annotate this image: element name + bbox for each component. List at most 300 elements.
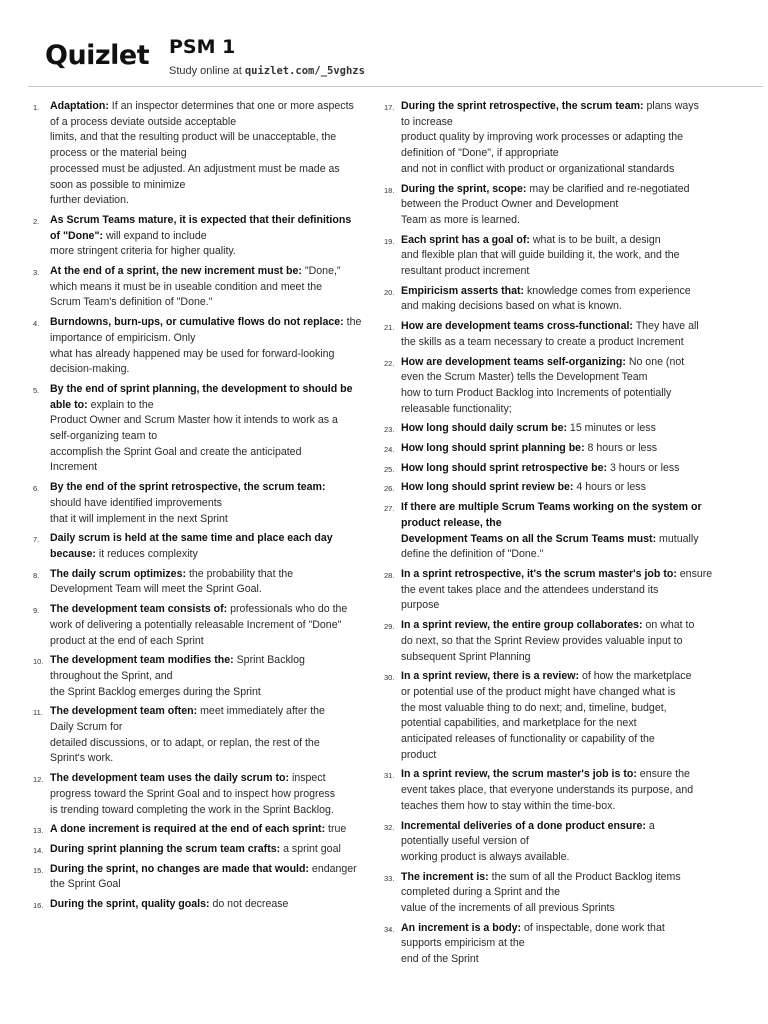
definition-text: it reduces complexity: [95, 547, 198, 560]
item-number: 16.: [33, 901, 44, 911]
item-line: [50, 803, 371, 819]
flashcard-item: [33, 99, 371, 209]
flashcard-item: [384, 567, 724, 614]
item-line: [401, 182, 724, 198]
definition-text: potentially useful version of: [401, 835, 529, 848]
item-line: [50, 331, 371, 347]
flashcard-item: [33, 213, 371, 260]
item-line: [401, 618, 724, 634]
item-number: 33.: [384, 873, 395, 883]
flashcard-item: [384, 233, 724, 280]
definition-text: Scrum Team's definition of "Done.": [50, 296, 213, 309]
item-line: [50, 877, 371, 893]
flashcard-item: [33, 897, 371, 913]
item-line: [50, 244, 371, 260]
definition-text: supports empiricism at the: [401, 937, 525, 950]
term-text: How long should daily scrum be:: [401, 422, 567, 435]
definition-text: meet immediately after the: [197, 705, 325, 718]
item-line: [401, 748, 724, 764]
definition-text: which means it must be in useable condition and meet the: [50, 280, 323, 293]
definition-text: or potential use of the product might have changed what is: [401, 685, 676, 698]
term-text: How are development teams self-organizing:: [401, 355, 626, 368]
definition-text: purpose: [401, 599, 440, 612]
item-line: [50, 398, 371, 414]
item-line: [401, 146, 724, 162]
term-text: During the sprint, scope:: [401, 182, 527, 195]
definition-text: inspect: [289, 772, 326, 785]
flashcard-item: [384, 480, 724, 496]
term-text: The increment is:: [401, 870, 489, 883]
term-text: How long should sprint retrospective be:: [401, 461, 608, 474]
item-line: [401, 767, 724, 783]
item-line: [401, 480, 724, 496]
item-line: [401, 716, 724, 732]
page-header: [0, 0, 768, 88]
definition-text: product: [401, 748, 437, 761]
item-line: [401, 936, 724, 952]
quizlet-logo: Quizlet: [45, 40, 150, 71]
item-line: [401, 370, 724, 386]
term-text: product release, the: [401, 516, 502, 529]
item-line: [50, 382, 371, 398]
definition-text: endanger: [308, 862, 357, 875]
definition-text: of a process deviate outside acceptable: [50, 115, 237, 128]
definition-text: the most valuable thing to do next; and, timeline, budget,: [401, 701, 667, 714]
definition-text: the probability that the: [186, 567, 294, 580]
term-text: During the sprint, quality goals:: [50, 898, 210, 911]
term-text: In a sprint review, the entire group collaborates:: [401, 619, 643, 632]
definition-text: importance of empiricism. Only: [50, 331, 196, 344]
item-line: [50, 496, 371, 512]
item-line: [50, 531, 371, 547]
item-line: [50, 634, 371, 650]
definition-text: decision-making.: [50, 363, 130, 376]
definition-text: the Sprint Backlog emerges during the Sprint: [50, 685, 261, 698]
item-line: [401, 264, 724, 280]
item-line: [401, 386, 724, 402]
definition-text: Increment: [50, 461, 98, 474]
item-line: [50, 897, 371, 913]
flashcard-item: [33, 653, 371, 700]
item-line: [50, 771, 371, 787]
definition-text: the Sprint Goal: [50, 878, 121, 891]
definition-text: event takes place, that everyone understands its purpose, and: [401, 784, 694, 797]
definition-text: what is to be built, a design: [529, 233, 661, 246]
definition-text: progress toward the Sprint Goal and to inspect how progress: [50, 787, 336, 800]
flashcard-item: [33, 704, 371, 767]
definition-text: 4 hours or less: [573, 481, 646, 494]
item-line: [50, 295, 371, 311]
item-line: [401, 669, 724, 685]
definition-text: do not decrease: [209, 898, 289, 911]
item-line: [401, 500, 724, 516]
item-line: [50, 213, 371, 229]
item-line: [401, 783, 724, 799]
flashcard-item: [33, 602, 371, 649]
header-divider: [28, 86, 763, 87]
flashcard-item: [384, 355, 724, 418]
item-line: [50, 347, 371, 363]
definition-text: self-organizing team to: [50, 430, 158, 443]
flashcard-item: [33, 567, 371, 598]
item-line: [50, 751, 371, 767]
flashcard-item: [384, 870, 724, 917]
term-text: The development team modifies the:: [50, 654, 234, 667]
term-text: Incremental deliveries of a done product ensure:: [401, 819, 646, 832]
item-line: [50, 130, 371, 146]
definition-text: plans ways: [643, 100, 699, 112]
term-text: By the end of the sprint retrospective, the scrum team:: [50, 481, 326, 494]
item-line: [50, 653, 371, 669]
item-line: [401, 441, 724, 457]
item-line: [50, 862, 371, 878]
item-number: 10.: [33, 657, 44, 667]
term-text: The development team often:: [50, 705, 198, 718]
item-number: 1.: [33, 103, 40, 112]
item-number: 6.: [33, 484, 40, 494]
definition-text: the: [343, 316, 362, 329]
item-line: [50, 162, 371, 178]
definition-text: and making decisions based on what is known.: [401, 300, 622, 313]
item-line: [401, 402, 724, 418]
definition-text: Sprint's work.: [50, 752, 114, 765]
term-text: How long should sprint planning be:: [401, 442, 585, 455]
item-line: [50, 445, 371, 461]
term-text: At the end of a sprint, the new increment must be:: [50, 265, 302, 278]
item-number: 21.: [384, 323, 395, 333]
definition-text: resultant product increment: [401, 265, 530, 278]
definition-text: on what to: [642, 619, 695, 632]
term-text: Burndowns, burn-ups, or cumulative flows do not replace:: [50, 316, 344, 329]
item-number: 25.: [384, 464, 395, 474]
item-line: [401, 319, 724, 335]
term-text: By the end of sprint planning, the development to should be: [50, 382, 353, 395]
item-line: [50, 229, 371, 245]
item-number: 18.: [384, 185, 395, 195]
item-line: [401, 850, 724, 866]
item-line: [401, 213, 724, 229]
definition-text: process or the material being: [50, 147, 187, 160]
item-number: 4.: [33, 319, 40, 329]
item-line: [50, 842, 371, 858]
flashcard-item: [384, 500, 724, 563]
item-number: 13.: [33, 826, 44, 836]
flashcard-item: [384, 182, 724, 229]
definition-text: a sprint goal: [280, 842, 341, 855]
item-line: [401, 516, 724, 532]
study-url[interactable]: quizlet.com/_5vghzs: [244, 65, 365, 77]
definition-text: Product Owner and Scrum Master how it intends to work as a: [50, 414, 338, 427]
term-text: The development team consists of:: [50, 603, 228, 616]
definition-text: They have all: [632, 320, 699, 333]
left-column: [33, 99, 371, 917]
item-line: [401, 583, 724, 599]
term-text: In a sprint retrospective, it's the scrum master's job to:: [401, 567, 677, 580]
definition-text: a: [645, 819, 655, 832]
definition-text: may be clarified and re-negotiated: [526, 182, 690, 195]
item-line: [50, 787, 371, 803]
term-text: A done increment is required at the end of each sprint:: [50, 823, 326, 836]
flashcard-item: [33, 382, 371, 476]
term-text: Development Teams on all the Scrum Teams must:: [401, 532, 657, 545]
item-line: [50, 547, 371, 563]
item-line: [50, 669, 371, 685]
flashcard-item: [33, 264, 371, 311]
definition-text: ensure the: [636, 768, 690, 781]
term-text: Daily scrum is held at the same time and place each day: [50, 532, 333, 545]
item-line: [401, 819, 724, 835]
definition-text: the event takes place and the attendees understand its: [401, 583, 659, 596]
definition-text: Team as more is learned.: [401, 213, 520, 226]
item-number: 14.: [33, 845, 44, 855]
item-line: [401, 834, 724, 850]
flashcard-item: [384, 669, 724, 763]
item-line: [50, 685, 371, 701]
item-line: [50, 512, 371, 528]
term-text: During the sprint retrospective, the scrum team:: [401, 100, 644, 112]
item-number: 22.: [384, 358, 395, 368]
item-line: [50, 280, 371, 296]
set-title: PSM 1: [169, 36, 236, 58]
study-prefix: Study online at: [169, 65, 245, 77]
definition-text: between the Product Owner and Development: [401, 198, 619, 211]
item-line: [401, 952, 724, 968]
item-line: [401, 461, 724, 477]
flashcard-item: [33, 480, 371, 527]
term-text: If there are multiple Scrum Teams working on the system or: [401, 501, 702, 514]
definition-text: potential capabilities, and marketplace for the next: [401, 717, 637, 730]
definition-text: releasable functionality;: [401, 402, 512, 415]
item-number: 2.: [33, 216, 40, 226]
definition-text: mutually: [656, 532, 699, 545]
definition-text: even the Scrum Master) tells the Development Team: [401, 371, 648, 384]
item-line: [50, 362, 371, 378]
item-number: 15.: [33, 865, 44, 875]
definition-text: No one (not: [625, 355, 685, 368]
term-text: How are development teams cross-functional:: [401, 320, 633, 333]
term-text: In a sprint review, the scrum master's job is to:: [401, 768, 637, 781]
item-line: [401, 233, 724, 249]
item-line: [401, 921, 724, 937]
flashcard-item: [33, 771, 371, 818]
definition-text: and not in conflict with product or organizational standards: [401, 162, 675, 175]
definition-text: that it will implement in the next Sprint: [50, 512, 228, 525]
item-line: [50, 704, 371, 720]
definition-text: work of delivering a potentially releasable Increment of "Done": [50, 618, 342, 631]
item-number: 7.: [33, 535, 40, 545]
term-text: As Scrum Teams mature, it is expected that their definitions: [50, 213, 352, 226]
flashcard-item: [384, 441, 724, 457]
definition-text: detailed discussions, or to adapt, or replan, the rest of the: [50, 736, 320, 749]
definition-text: product quality by improving work processes or adapting the: [401, 131, 684, 144]
item-number: 27.: [384, 504, 395, 514]
item-line: [50, 115, 371, 131]
term-text: During sprint planning the scrum team crafts:: [50, 842, 281, 855]
flashcard-item: [33, 822, 371, 838]
term-text: An increment is a body:: [401, 921, 522, 934]
item-line: [401, 885, 724, 901]
item-line: [401, 284, 724, 300]
flashcard-item: [33, 842, 371, 858]
term-text: Empiricism asserts that:: [401, 284, 525, 297]
definition-text: professionals who do the: [227, 603, 348, 616]
flashcard-item: [33, 315, 371, 378]
item-line: [401, 355, 724, 371]
item-number: 26.: [384, 484, 395, 494]
item-line: [401, 634, 724, 650]
definition-text: is trending toward completing the work in the Sprint Backlog.: [50, 803, 334, 816]
item-number: 11.: [33, 708, 43, 718]
item-line: [50, 736, 371, 752]
item-line: [401, 532, 724, 548]
item-line: [50, 146, 371, 162]
item-line: [401, 421, 724, 437]
definition-text: further deviation.: [50, 194, 129, 207]
item-number: 5.: [33, 385, 40, 395]
term-text: Each sprint has a goal of:: [401, 233, 530, 246]
term-text: The development team uses the daily scrum to:: [50, 772, 290, 785]
definition-text: soon as possible to minimize: [50, 178, 186, 191]
definition-text: do next, so that the Sprint Review provides valuable input to: [401, 634, 683, 647]
term-text: of "Done":: [50, 229, 103, 242]
flashcard-item: [384, 767, 724, 814]
definition-text: the sum of all the Product Backlog items: [488, 870, 681, 883]
item-line: [50, 618, 371, 634]
term-text: In a sprint review, there is a review:: [401, 670, 580, 683]
definition-text: the skills as a team necessary to create a product Increment: [401, 335, 684, 348]
flashcard-item: [384, 319, 724, 350]
definition-text: Daily Scrum for: [50, 721, 123, 734]
item-line: [401, 650, 724, 666]
item-number: 19.: [384, 236, 395, 246]
item-line: [401, 547, 724, 563]
definition-text: should have identified improvements: [50, 496, 222, 509]
item-number: 9.: [33, 606, 40, 616]
definition-text: definition of "Done", if appropriate: [401, 147, 559, 160]
item-line: [50, 480, 371, 496]
item-line: [401, 299, 724, 315]
item-line: [401, 130, 724, 146]
item-line: [50, 822, 371, 838]
definition-text: teaches them how to stay within the time-box.: [401, 799, 616, 812]
flashcard-item: [384, 284, 724, 315]
definition-text: accomplish the Sprint Goal and create the anticipated: [50, 445, 302, 458]
definition-text: working product is always available.: [401, 850, 570, 863]
item-line: [50, 460, 371, 476]
item-line: [50, 429, 371, 445]
term-text: Adaptation:: [50, 100, 109, 112]
item-line: [401, 248, 724, 264]
item-line: [401, 870, 724, 886]
item-number: 17.: [384, 103, 395, 112]
item-number: 24.: [384, 445, 395, 455]
definition-text: subsequent Sprint Planning: [401, 650, 531, 663]
flashcard-item: [384, 921, 724, 968]
item-line: [50, 602, 371, 618]
item-line: [50, 178, 371, 194]
definition-text: knowledge comes from experience: [524, 284, 691, 297]
item-line: [401, 335, 724, 351]
definition-text: of inspectable, done work that: [521, 921, 665, 934]
item-number: 32.: [384, 822, 395, 832]
definition-text: processed must be adjusted. An adjustment must be made as: [50, 162, 340, 175]
definition-text: "Done,": [301, 265, 341, 278]
definition-text: throughout the Sprint, and: [50, 669, 173, 682]
item-line: [50, 264, 371, 280]
term-text: able to:: [50, 398, 88, 411]
item-line: [401, 162, 724, 178]
item-line: [401, 99, 724, 115]
right-column: [384, 99, 724, 972]
flashcard-item: [384, 461, 724, 477]
term-text: The daily scrum optimizes:: [50, 567, 186, 580]
definition-text: Development Team will meet the Sprint Goal.: [50, 583, 262, 596]
item-line: [50, 582, 371, 598]
definition-text: will expand to include: [103, 229, 207, 242]
item-number: 34.: [384, 924, 395, 934]
flashcard-item: [384, 99, 724, 178]
definition-text: anticipated releases of functionality or capability of the: [401, 733, 655, 746]
item-line: [401, 685, 724, 701]
definition-text: 15 minutes or less: [566, 422, 656, 435]
item-line: [401, 197, 724, 213]
item-line: [50, 315, 371, 331]
item-line: [401, 115, 724, 131]
definition-text: explain to the: [87, 398, 154, 411]
item-number: 3.: [33, 268, 40, 278]
item-number: 29.: [384, 622, 395, 632]
term-text: How long should sprint review be:: [401, 481, 574, 494]
item-number: 30.: [384, 673, 395, 683]
definition-text: how to turn Product Backlog into Increments of potentially: [401, 386, 672, 399]
flashcard-item: [384, 618, 724, 665]
flashcard-item: [33, 862, 371, 893]
definition-text: what has already happened may be used for forward-looking: [50, 347, 335, 360]
item-line: [401, 598, 724, 614]
definition-text: 8 hours or less: [584, 442, 658, 455]
study-online-line: [169, 65, 365, 77]
definition-text: of how the marketplace: [579, 670, 692, 683]
item-number: 12.: [33, 775, 44, 785]
item-line: [50, 99, 371, 115]
definition-text: end of the Sprint: [401, 953, 479, 966]
definition-text: If an inspector determines that one or more aspects: [108, 100, 354, 112]
item-line: [50, 567, 371, 583]
item-number: 23.: [384, 425, 395, 435]
item-line: [401, 799, 724, 815]
definition-text: true: [325, 823, 347, 836]
definition-text: limits, and that the resulting product will be unacceptable, the: [50, 131, 337, 144]
definition-text: 3 hours or less: [607, 461, 680, 474]
definition-text: value of the increments of all previous Sprints: [401, 902, 615, 915]
item-line: [401, 901, 724, 917]
definition-text: more stringent criteria for higher quality.: [50, 245, 236, 258]
flashcard-item: [384, 819, 724, 866]
item-line: [50, 193, 371, 209]
term-text: because:: [50, 547, 96, 560]
definition-text: define the definition of "Done.": [401, 548, 544, 561]
definition-text: to increase: [401, 115, 453, 128]
item-line: [50, 413, 371, 429]
item-line: [401, 567, 724, 583]
flashcard-item: [384, 421, 724, 437]
item-number: 28.: [384, 570, 395, 580]
item-line: [50, 720, 371, 736]
definition-text: ensure: [676, 567, 713, 580]
item-number: 31.: [384, 771, 395, 781]
item-number: 8.: [33, 570, 40, 580]
item-number: 20.: [384, 287, 395, 297]
